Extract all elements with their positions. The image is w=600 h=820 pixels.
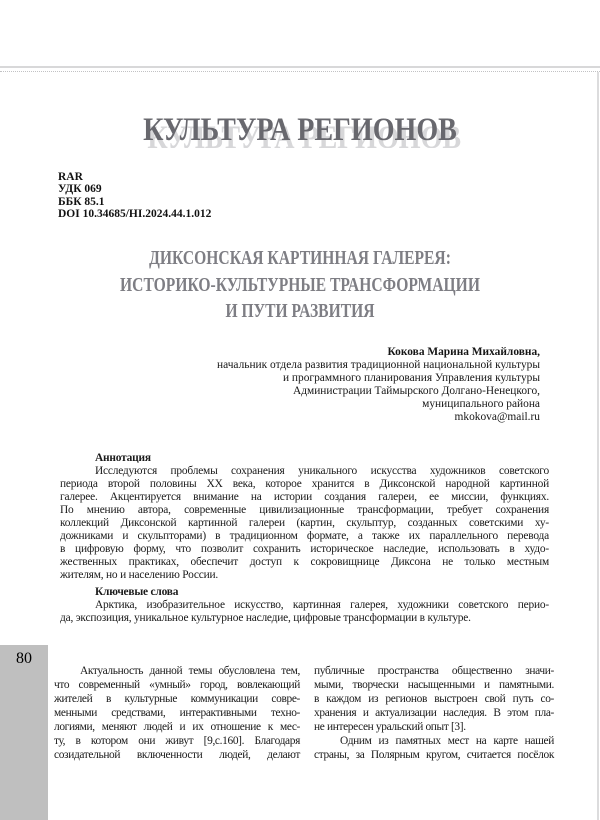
text-line: не интересен уральский опыт [3].: [314, 721, 466, 733]
text-line: Арктика, изобразительное искусство, картинная галерея, художники советского перио-: [95, 599, 549, 611]
text-line: жественных практиках, обеспечит доступ к сокровищнице Диксона не только местным: [60, 556, 549, 568]
keywords-section: [60, 586, 549, 625]
right-column: [314, 664, 554, 762]
keywords-text: [60, 599, 549, 625]
section-title: КУЛЬТУРА РЕГИОНОВ: [143, 112, 457, 148]
text-line: галерее. Акцентируется внимание на истории создания галереи, ее миссии, функциях.: [60, 491, 549, 503]
text-line: ББК 85.1: [58, 195, 105, 208]
text-line: страны, за Полярным кругом, считается посёлок: [314, 749, 554, 761]
text-line: Кокова Марина Михайловна,: [387, 346, 540, 358]
udc-doi-block: [58, 171, 211, 221]
text-line: хранения и актуализации наследия. В этом пла-: [314, 707, 554, 719]
abstract-heading: Аннотация: [95, 452, 151, 464]
page-number: 80: [16, 650, 32, 667]
text-line: в цифровую форму, что позволит сохранить историческое наследие, использовать в худо-: [60, 543, 549, 555]
text-line: жителей в культурные коммуникации совре-: [54, 693, 300, 705]
text-line: RAR: [58, 171, 83, 183]
text-line: и программного планирования Управления культуры: [282, 372, 540, 384]
text-line: ту, в котором они живут [9,с.160]. Благодаря: [54, 735, 300, 747]
text-line: начальник отдела развития традиционной национальной культуры: [217, 359, 540, 371]
keywords-heading: Ключевые слова: [95, 586, 179, 598]
text-line: да, экспозиция, уникальное культурное наследие, цифровые трансформации в культуре.: [60, 612, 471, 624]
article-title: [60, 246, 540, 326]
text-line: mkokova@mail.ru: [454, 411, 540, 423]
text-line: дожниками и скульпторами) в традиционном формате, а также их параллельного перевода: [60, 530, 549, 542]
text-line: менными средствами, интерактивными техно-: [54, 707, 300, 719]
text-line: публичные пространства общественно значи-: [314, 665, 554, 677]
abstract-text: [60, 465, 549, 582]
text-line: ДИКСОНСКАЯ КАРТИННАЯ ГАЛЕРЕЯ:: [149, 248, 451, 269]
left-column: [54, 664, 300, 762]
text-line: Администрации Таймырского Долгано-Ненецкого,: [292, 385, 540, 397]
text-line: коллекций Диксонской картинной галереи (картин, скульптур, созданных советскими ху-: [60, 517, 549, 529]
text-line: мыми, творчески насыщенными и памятными.: [314, 679, 554, 691]
text-line: DOI 10.34685/HI.2024.44.1.012: [58, 208, 212, 221]
text-line: По мнению автора, современные цивилизационные трансформации, требует сохранения: [60, 504, 549, 516]
text-line: ИСТОРИКО-КУЛЬТУРНЫЕ ТРАНСФОРМАЦИИ: [120, 274, 480, 296]
text-line: УДК 069: [58, 183, 102, 196]
text-line: логиями, меняют людей и их отношение к мес-: [54, 721, 300, 733]
text-line: Одним из памятных мест на карте нашей: [340, 735, 554, 747]
text-line: что современный «умный» город, вовлекающий: [54, 679, 300, 691]
page-top-dotted-rule: [0, 71, 600, 72]
page-right-edge: [597, 72, 599, 820]
abstract-section: [60, 452, 549, 582]
text-line: Исследуются проблемы сохранения уникального искусства художников советского: [95, 465, 549, 477]
text-line: муниципального района: [422, 398, 540, 410]
text-line: созидательной включенности людей, делают: [54, 749, 300, 761]
text-line: жителям, но и населению России.: [60, 569, 219, 581]
body-columns: [54, 664, 554, 762]
text-line: в каждом из регионов выстроен свой путь со-: [314, 693, 554, 705]
text-line: Актуальность данной темы обусловлена тем,: [80, 665, 300, 677]
author-block: [120, 346, 540, 424]
text-line: периода второй половины XX века, которое хранится в Диксонской народной картинной: [60, 478, 549, 490]
text-line: И ПУТИ РАЗВИТИЯ: [225, 301, 375, 322]
page-number-bar: [0, 645, 48, 820]
page-top-rule: [0, 66, 600, 68]
